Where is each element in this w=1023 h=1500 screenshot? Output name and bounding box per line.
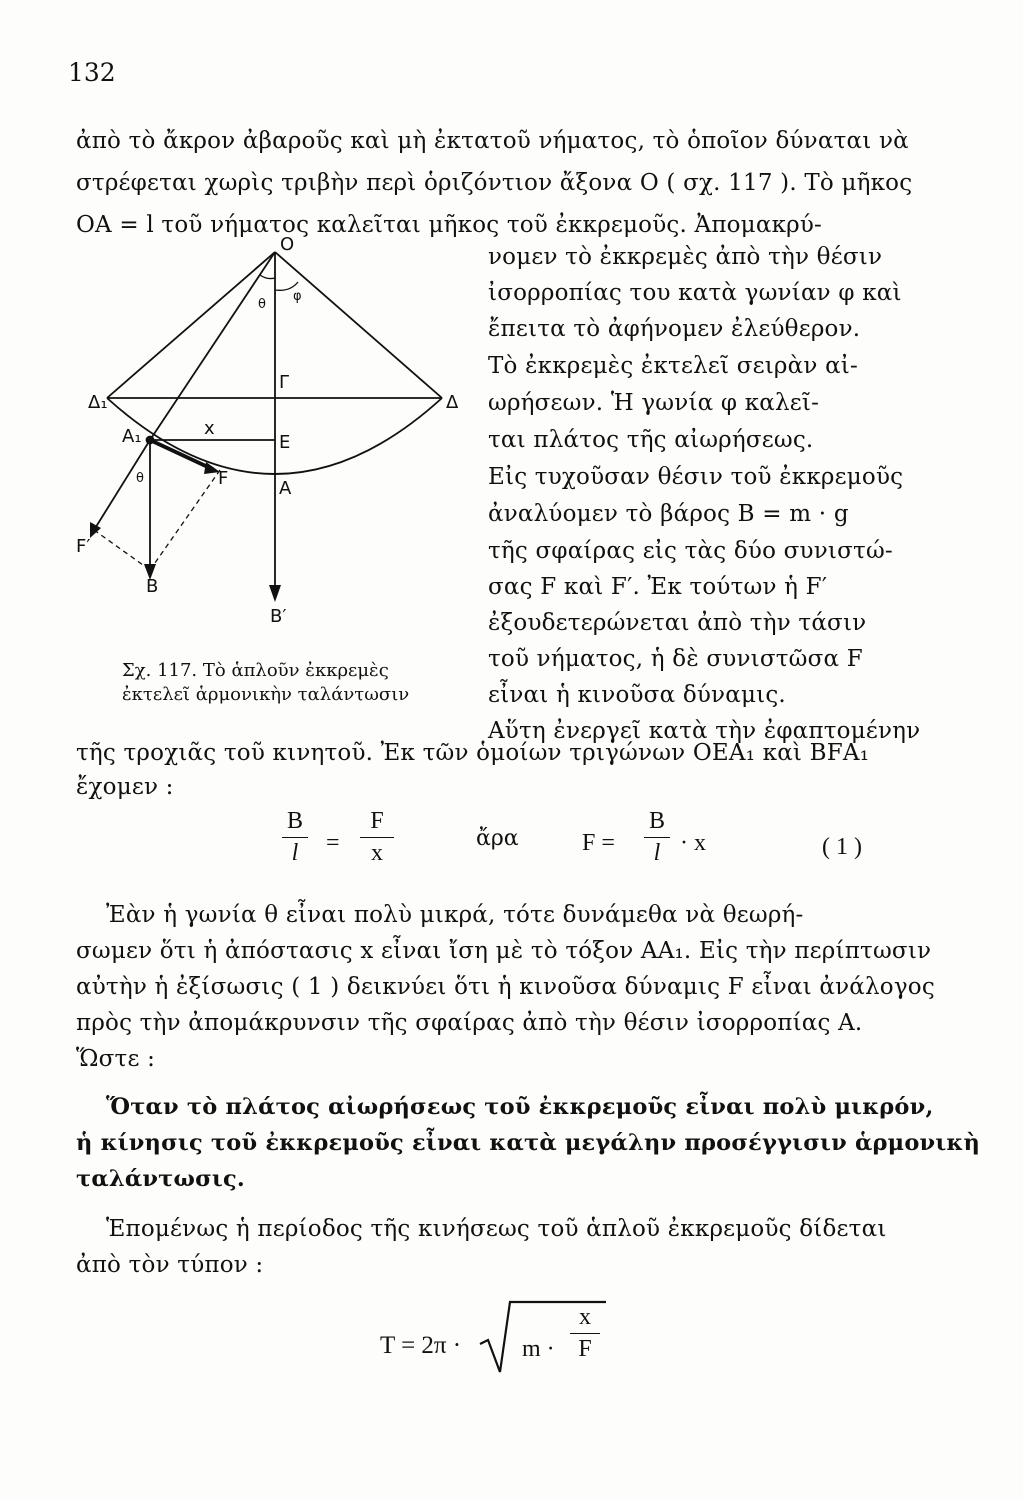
page-number: 132 (68, 58, 116, 87)
label-o: O (280, 234, 295, 255)
m-dot: m · (522, 1336, 555, 1362)
pendulum-figure (70, 230, 470, 650)
fraction-f-over-x (360, 808, 394, 867)
arrow-head (269, 585, 281, 602)
f-equals: F = (582, 830, 615, 856)
denominator: x (371, 840, 383, 866)
line-o-a1 (150, 252, 275, 440)
text-line: Ἑπομένως ἡ περίοδος τῆς κινήσεως τοῦ ἁπλοῦ ἐκκρεμοῦς δίδεται (106, 1216, 887, 1242)
denominator: l (291, 840, 299, 866)
figure-caption: Σχ. 117. Τὸ ἁπλοῦν ἐκκρεμὲς (122, 660, 389, 681)
label-a: A (279, 478, 292, 499)
equation-number: ( 1 ) (822, 834, 862, 860)
label-phi: φ (293, 289, 302, 304)
label-f: F (218, 468, 229, 489)
denominator: F (578, 1336, 592, 1362)
text-line: ἐξουδετερώνεται ἀπὸ τὴν τάσιν (488, 610, 867, 636)
label-gamma: Γ (279, 372, 290, 393)
bold-statement-line: ταλάντωσις. (76, 1166, 245, 1192)
text-line: Ἐὰν ἡ γωνία θ εἶναι πολὺ μικρά, τότε δυνάμεθα νὰ θεωρή- (106, 902, 804, 928)
text-line: ωρήσεων. Ἡ γωνία φ καλεῖ- (488, 390, 820, 416)
text-line: τῆς τροχιᾶς τοῦ κινητοῦ. Ἐκ τῶν ὁμοίων τριγώνων ΟΕΑ₁ καὶ ΒFΑ₁ (76, 740, 870, 766)
dashed-line (150, 470, 220, 570)
label-b: B (146, 576, 159, 597)
text-line: στρέφεται χωρὶς τριβὴν περὶ ὁριζόντιον ἄξονα Ο ( σχ. 117 ). Τὸ μῆκος (76, 170, 913, 196)
fraction-b-over-l-2 (644, 808, 670, 867)
label-fprime: F′ (76, 536, 91, 557)
bold-statement-line: Ὅταν τὸ πλάτος αἰωρήσεως τοῦ ἐκκρεμοῦς εἶναι πολὺ μικρόν, (106, 1094, 934, 1120)
text-line: πρὸς τὴν ἀπομάκρυνσιν τῆς σφαίρας ἀπὸ τὴν θέσιν ἰσορροπίας Α. (76, 1010, 863, 1036)
text-line: σας F καὶ F′. Ἐκ τούτων ἡ F′ (488, 574, 828, 600)
period-lhs: T = 2π · (380, 1332, 462, 1359)
label-bprime: B′ (270, 606, 287, 627)
text-line: Τὸ ἐκκρεμὲς ἐκτελεῖ σειρὰν αἰ- (488, 353, 858, 379)
text-line: Αὕτη ἐνεργεῖ κατὰ τὴν ἐφαπτομένην (488, 718, 921, 744)
ara-word: ἄρα (476, 826, 519, 851)
text-line: σωμεν ὅτι ἡ ἀπόστασις x εἶναι ἴση μὲ τὸ τόξον ΑΑ₁. Εἰς τὴν περίπτωσιν (76, 938, 932, 964)
label-theta2: θ (136, 471, 144, 486)
theta-arc (260, 275, 275, 279)
line-o-d1 (107, 252, 275, 398)
point-a1 (147, 437, 154, 444)
text-line: ἰσορροπίας του κατὰ γωνίαν φ καὶ (488, 280, 902, 306)
numerator: x (579, 1304, 591, 1330)
text-line: ἔχομεν : (76, 774, 174, 800)
fraction-b-over-l (282, 808, 308, 867)
denominator: l (653, 840, 661, 866)
label-x: x (204, 418, 215, 439)
text-line: εἶναι ἡ κινοῦσα δύναμις. (488, 682, 786, 708)
text-line: Εἰς τυχοῦσαν θέσιν τοῦ ἐκκρεμοῦς (488, 464, 904, 490)
text-line: ἀπὸ τὸν τύπον : (76, 1252, 264, 1278)
line-a1-f (150, 440, 210, 468)
text-line: ἀναλύομεν τὸ βάρος Β = m · g (488, 501, 849, 527)
text-line: νομεν τὸ ἐκκρεμὲς ἀπὸ τὴν θέσιν (488, 244, 883, 270)
line-o-d (275, 252, 442, 398)
bold-statement-line: ἡ κίνησις τοῦ ἐκκρεμοῦς εἶναι κατὰ μεγάλην προσέγγισιν ἁρμονικὴ (76, 1130, 981, 1156)
arrow-head (90, 522, 101, 538)
times-x: · x (680, 830, 706, 856)
numerator: F (370, 808, 384, 834)
numerator: B (648, 808, 665, 834)
text-line: αὐτὴν ἡ ἐξίσωσις ( 1 ) δεικνύει ὅτι ἡ κινοῦσα δύναμις F εἶναι ἀνάλογος (76, 974, 935, 1000)
text-line: τῆς σφαίρας εἰς τὰς δύο συνιστώ- (488, 538, 893, 564)
label-e: E (279, 432, 291, 453)
text-line: ἔπειτα τὸ ἀφήνομεν ἐλεύθερον. (488, 316, 861, 342)
numerator: B (286, 808, 303, 834)
equals-sign: = (326, 830, 340, 856)
label-d1: Δ₁ (88, 392, 108, 413)
figure-caption: ἐκτελεῖ ἁρμονικὴν ταλάντωσιν (122, 684, 410, 705)
label-theta: θ (258, 297, 266, 312)
label-a1: A₁ (122, 426, 142, 447)
label-d: Δ (446, 392, 459, 413)
text-line: ἀπὸ τὸ ἄκρον ἀβαροῦς καὶ μὴ ἐκτατοῦ νήματος, τὸ ὁποῖον δύναται νὰ (76, 128, 909, 154)
text-line: ΟΑ = l τοῦ νήματος καλεῖται μῆκος τοῦ ἐκκρεμοῦς. Ἀπομακρύ- (76, 212, 823, 238)
fraction-x-over-f (570, 1304, 600, 1363)
text-line: Ὥστε : (76, 1046, 156, 1072)
text-line: τοῦ νήματος, ἡ δὲ συνιστῶσα F (488, 646, 863, 672)
dashed-line (94, 530, 150, 570)
text-line: ται πλάτος τῆς αἰωρήσεως. (488, 427, 814, 453)
